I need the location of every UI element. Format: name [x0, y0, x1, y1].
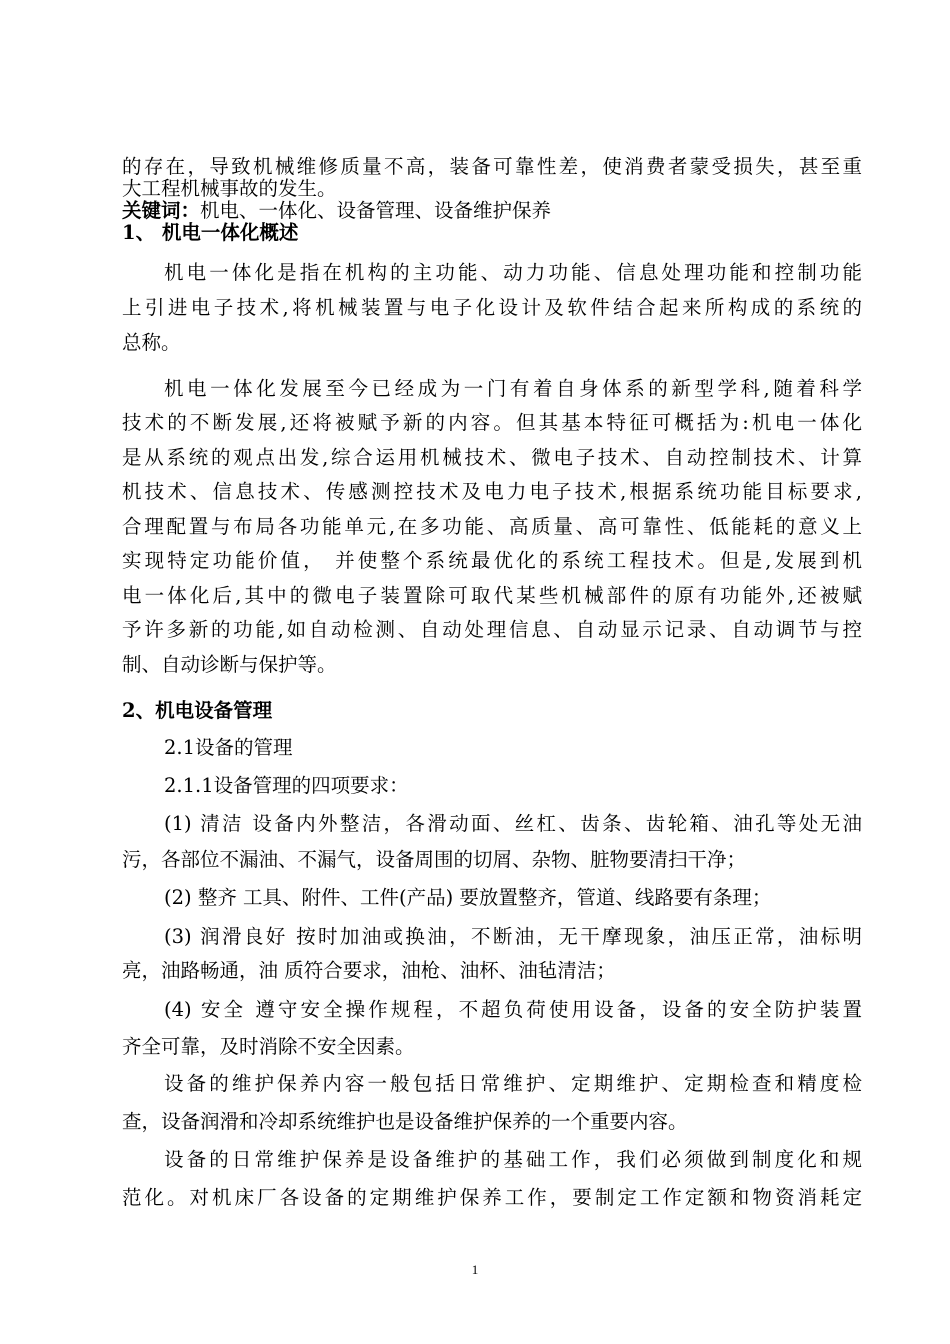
text-line: 机技术、信息技术、传感测控技术及电力电子技术,根据系统功能目标要求,: [122, 480, 862, 503]
requirement-3: [122, 920, 862, 988]
text-line: 范化。对机床厂各设备的定期维护保养工作，要制定工作定额和物资消耗定: [122, 1186, 862, 1209]
text-line: (3) 润滑良好 按时加油或换油，不断油，无干摩现象，油压正常，油标明: [164, 925, 862, 948]
page-content: [122, 156, 862, 1214]
text-line: 予许多新的功能,如自动检测、自动处理信息、自动显示记录、自动调节与控: [122, 618, 862, 641]
text-line: 亮，油路畅通，油 质符合要求，油枪、油杯、油毡清洁；: [122, 959, 616, 982]
paragraph-3: [122, 1062, 862, 1138]
text-line: (4) 安全 遵守安全操作规程，不超负荷使用设备，设备的安全防护装置: [164, 998, 862, 1021]
text-line: 设备的日常维护保养是设备维护的基础工作，我们必须做到制度化和规: [164, 1148, 862, 1171]
text-line: 技术的不断发展,还将被赋予新的内容。但其基本特征可概括为:机电一体化: [122, 411, 862, 434]
text-line: 查，设备润滑和冷却系统维护也是设备维护保养的一个重要内容。: [122, 1110, 688, 1133]
text-line: 总称。: [122, 331, 181, 354]
paragraph-1: [122, 256, 862, 360]
requirement-2: (2) 整齐 工具、附件、工件(产品) 要放置整齐，管道、线路要有条理；: [164, 886, 772, 909]
text-line: 污，各部位不漏油、不漏气，设备周围的切屑、杂物、脏物要清扫干净；: [122, 848, 747, 871]
requirement-1: [122, 804, 862, 876]
text-line: 电一体化后,其中的微电子装置除可取代某些机械部件的原有功能外,还被赋: [122, 583, 862, 607]
text-line: (1) 清洁 设备内外整洁，各滑动面、丝杠、齿条、齿轮箱、油孔等处无油: [164, 812, 862, 835]
text-line: 是从系统的观点出发,综合运用机械技术、微电子技术、自动控制技术、计算: [122, 445, 862, 469]
section-heading-2: 2、机电设备管理: [122, 699, 273, 722]
keywords-line: [122, 200, 862, 222]
text-line: 设备的维护保养内容一般包括日常维护、定期维护、定期检查和精度检: [164, 1072, 862, 1095]
text-line: 齐全可靠，及时消除不安全因素。: [122, 1035, 415, 1058]
text-line: 机电一体化是指在机构的主功能、动力功能、信息处理功能和控制功能: [164, 261, 862, 284]
text-line: 制、自动诊断与保护等。: [122, 652, 337, 676]
text-line: 的存在，导致机械维修质量不高，装备可靠性差，使消费者蒙受损失，甚至重: [122, 156, 862, 178]
intro-paragraph: [122, 156, 862, 200]
subsection-heading-2-1: 2.1设备的管理: [164, 736, 293, 759]
text-line: 上引进电子技术,将机械装置与电子化设计及软件结合起来所构成的系统的: [122, 296, 862, 319]
paragraph-2: [122, 372, 862, 682]
keywords-label: 关键词：: [122, 200, 201, 222]
requirement-4: [122, 988, 862, 1062]
text-line: 合理配置与布局各功能单元,在多功能、高质量、高可靠性、低能耗的意义上: [122, 514, 862, 538]
paragraph-4: [122, 1138, 862, 1214]
section-heading-1: 1、 机电一体化概述: [122, 222, 299, 244]
subsection-heading-2-1-1: 2.1.1设备管理的四项要求：: [164, 774, 409, 797]
text-line: 机电一体化发展至今已经成为一门有着自身体系的新型学科,随着科学: [164, 377, 862, 400]
text-line: 大工程机械事故的发生。: [122, 178, 337, 200]
keywords-text: 机电、一体化、设备管理、设备维护保养: [200, 200, 552, 222]
page-number: 1: [471, 1262, 479, 1277]
text-line: 实现特定功能价值， 并使整个系统最优化的系统工程技术。但是,发展到机: [122, 549, 862, 572]
